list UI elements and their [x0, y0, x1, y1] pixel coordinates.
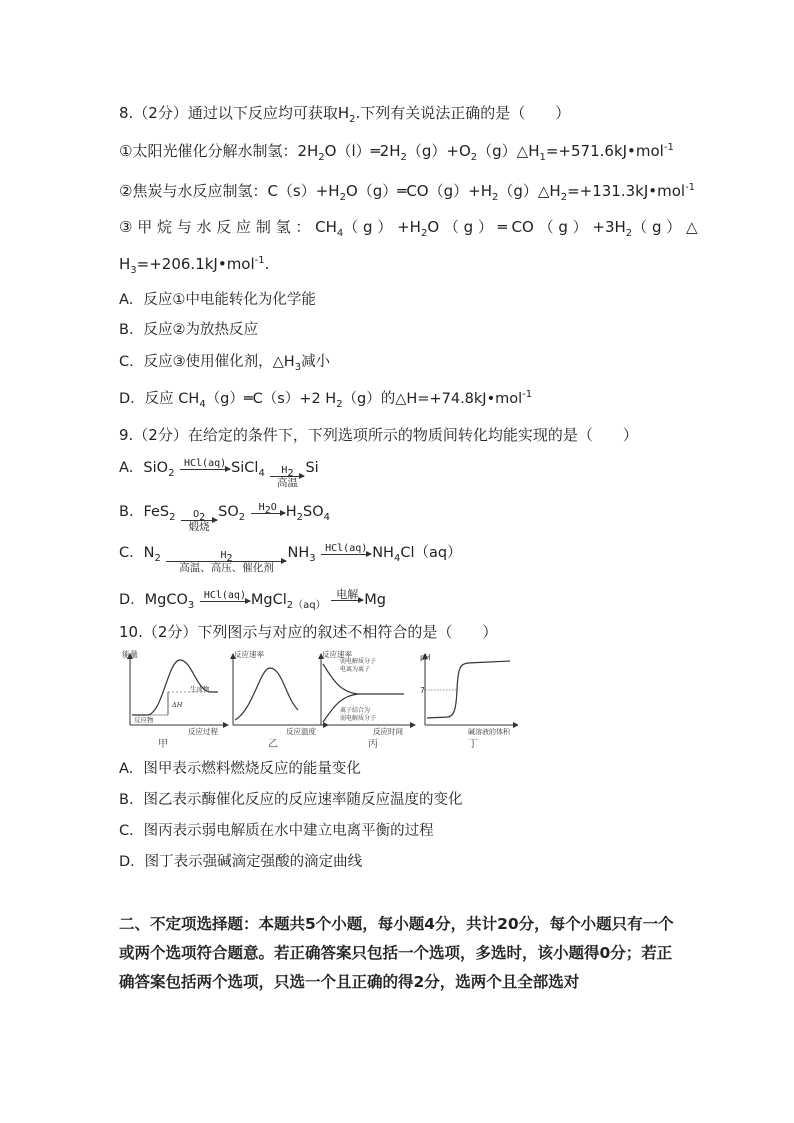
q9-option-c: C．$N_2$ $H_2$ 高温、高压、催化剂 $NH_3$ HCl(aq) $NH_4Cl(aq)$	[119, 543, 462, 574]
fig2-xlabel: 反应温度	[286, 727, 316, 736]
q10-option-c: C．图丙表示弱电解质在水中建立电离平衡的过程	[119, 823, 434, 839]
figure-yi	[233, 650, 326, 736]
q8-reaction-2: ②焦炭与水反应制氢：$C(s)+H_2O(g)═CO(g)+H_2(g)\triangle H_2=+131.3kJ•mol^{-1}$	[119, 182, 696, 203]
fig2-name: 乙	[268, 739, 278, 750]
figure-ding	[420, 653, 516, 736]
fig1-dh-label: ΔH	[172, 701, 183, 709]
q10-figures	[118, 650, 518, 750]
fig4-ylabel: pH	[420, 653, 431, 662]
q8-reaction-3: ③ 甲 烷 与 水 反 应 制 氢 ： $CH_4$（ g ） $+H_2O$ （ g ） ═ CO （ g ） $+3H_2$（ g ） △	[119, 218, 698, 239]
fig4-tick-7: 7	[420, 686, 425, 695]
fig4-name: 丁	[468, 739, 478, 750]
fig1-xlabel: 反应过程	[188, 727, 218, 736]
q8-reaction-3-cont: $H_3=+206.1kJ•mol^{-1}$.	[119, 255, 270, 276]
fig3-bottom-label-2: 弱电解质分子	[340, 715, 377, 722]
q10-option-d: D．图丁表示强碱滴定强酸的滴定曲线	[119, 854, 363, 870]
q9-stem: 9.（2分）在给定的条件下，下列选项所示的物质间转化均能实现的是（ ）	[119, 426, 638, 444]
q8-option-b: B．反应②为放热反应	[119, 322, 258, 338]
section-2-instructions: 二、不定项选择题：本题共5个小题，每小题4分，共计20分，每个小题只有一个或两个选项符合题意。若正确答案只包括一个选项，多选时，该小题得0分；若正确答案包括两个选项，只选一个且正确的得2分，选两个且全部选对	[119, 915, 674, 991]
fig3-top-label-1: 弱电解质分子	[340, 658, 377, 665]
q8-stem: 8.（2分）通过以下反应均可获取$H_2$.下列有关说法正确的是（ ）	[119, 104, 571, 125]
q9-option-d: D．MgCO$_3$ HCl(aq) MgCl$_{2(aq)}$ 电解 Mg	[119, 588, 386, 611]
q10-option-a: A．图甲表示燃料燃烧反应的能量变化	[119, 761, 361, 777]
fig3-top-label-2: 电离为离子	[340, 666, 371, 673]
q9-option-b: B．FeS$_2$ $O_2$ 煅烧 $SO_2$ $H_2O$ $H_2SO_4$	[119, 502, 330, 533]
q10-option-b: B．图乙表示酶催化反应的反应速率随反应温度的变化	[119, 792, 463, 808]
fig3-name: 丙	[368, 739, 378, 750]
fig4-xlabel: 碱溶液的体积	[468, 728, 510, 736]
fig1-ylabel: 能量	[122, 650, 138, 659]
q8-option-a: A．反应①中电能转化为化学能	[119, 292, 316, 308]
figure-bing	[321, 650, 413, 736]
q8-reaction-1: ①太阳光催化分解水制氢：$2H_2O(l)═2H_2(g)+O_2(g)\triangle H_1=+571.6kJ•mol^{-1}$	[119, 142, 674, 163]
q10-stem: 10.（2分）下列图示与对应的叙述不相符合的是（ ）	[119, 623, 498, 641]
fig1-product-label: 生成物	[190, 685, 210, 693]
q9-option-a: A．SiO$_2$ HCl(aq) SiCl$_4$ $H_2$ 高温 Si	[119, 458, 319, 489]
fig1-name: 甲	[158, 739, 168, 750]
q8-option-d: D．反应 $CH_4(g)═C(s)+2$ $H_2(g)$的△H=+74.8kJ•mol$^{-1}$	[119, 389, 533, 410]
fig2-ylabel: 反应速率	[234, 650, 264, 659]
fig3-xlabel: 反应时间	[373, 727, 403, 736]
q8-option-c: C．反应③使用催化剂，$\triangle H_3$减小	[119, 354, 331, 373]
fig3-ylabel: 反应速率	[322, 650, 352, 659]
fig1-reactant-label: 反应物	[134, 716, 154, 724]
figure-jia	[122, 650, 226, 736]
fig3-bottom-label-1: 离子结合为	[340, 707, 371, 714]
